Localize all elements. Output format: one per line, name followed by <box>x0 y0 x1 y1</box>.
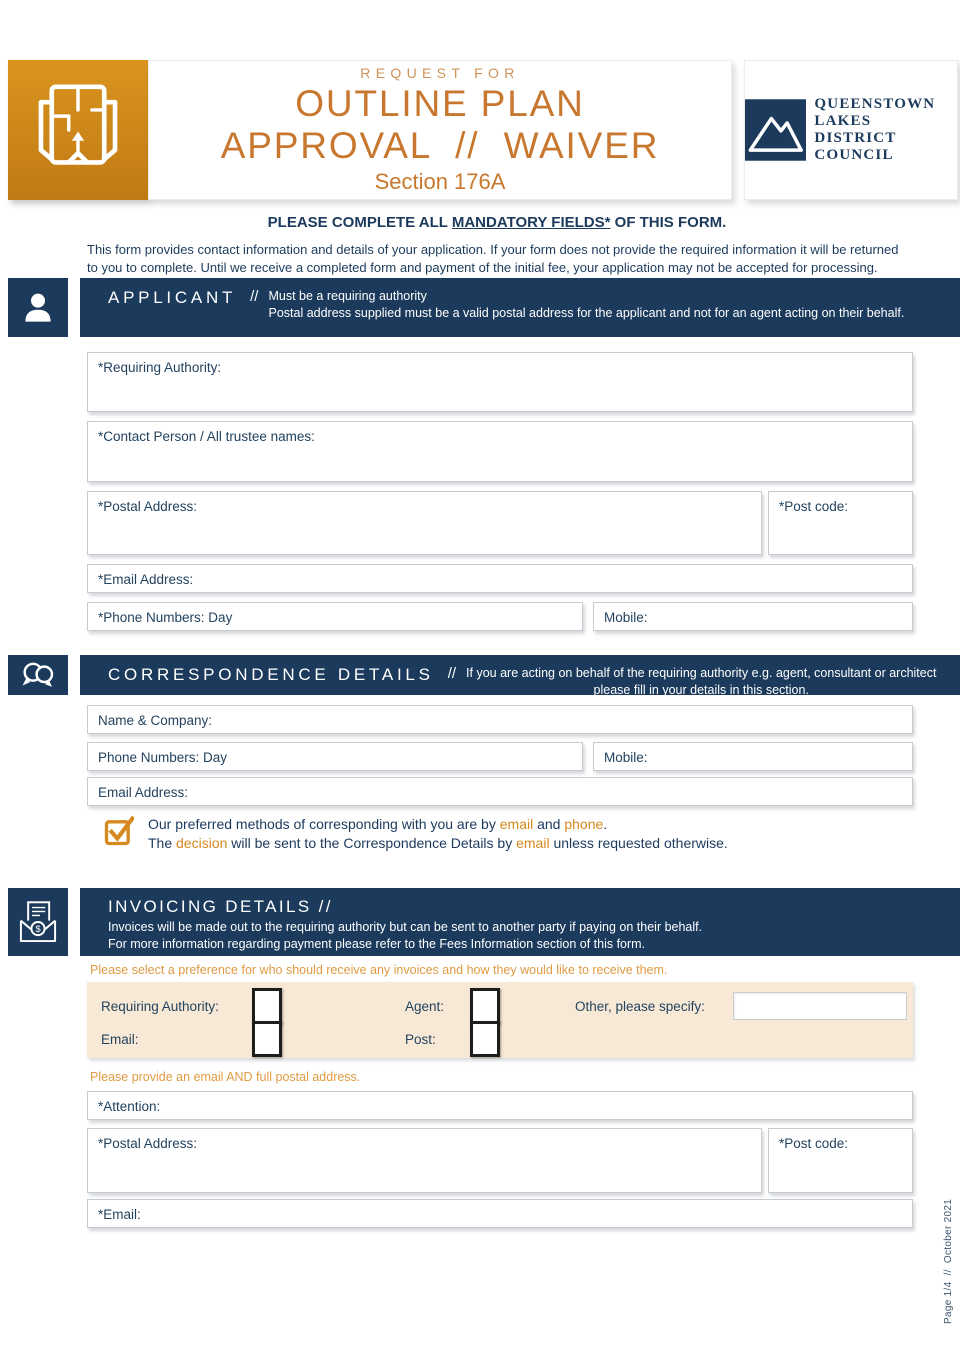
speech-bubbles-icon <box>8 655 68 695</box>
email-checkbox[interactable] <box>252 1021 282 1057</box>
preferred-note-line2 <box>148 834 728 853</box>
attention-field[interactable] <box>87 1091 913 1120</box>
postal-address-label: *Postal Address: <box>98 499 198 514</box>
post-option-label: Post: <box>405 1031 436 1047</box>
preferred-methods-text <box>148 815 728 853</box>
logo-line3: COUNCIL <box>814 147 894 163</box>
person-icon <box>8 278 68 337</box>
invoice-envelope-icon <box>8 888 68 956</box>
council-logo <box>744 60 958 200</box>
note2-text2: will be sent to the Correspondence Details by <box>227 835 517 851</box>
heading-suffix: OF THIS FORM. <box>610 214 727 231</box>
corr-mobile-label: Mobile: <box>604 750 648 765</box>
email-option-label: Email: <box>101 1031 139 1047</box>
mountain-logo-icon <box>745 99 806 161</box>
corr-phone-day-label: Phone Numbers: Day <box>98 750 228 765</box>
invoice-preference-note: Please select a preference for who should receive any invoices and how they would like to receive them. <box>90 963 668 977</box>
invoicing-email-field[interactable] <box>87 1199 913 1228</box>
intro-paragraph: This form provides contact information and details of your application. If your form does not provide the required information it will be returned to you to complete. Until we receive a completed form and payment of the initial fee, your application may not be accepted for processing. <box>87 242 899 275</box>
applicant-phone-day-field[interactable] <box>87 602 583 631</box>
email-address-label: *Email Address: <box>98 572 194 587</box>
correspondence-fields <box>87 705 913 806</box>
applicant-fields <box>87 352 913 631</box>
invoicing-postal-address-field[interactable] <box>87 1128 762 1193</box>
heading-prefix: PLEASE COMPLETE ALL <box>267 214 452 231</box>
correspondence-bar <box>80 655 960 695</box>
note2-text3: unless requested otherwise. <box>549 835 728 851</box>
correspondence-mobile-field[interactable] <box>593 742 913 771</box>
note1-phone-word: phone <box>564 816 604 832</box>
checkbox-check-icon <box>104 815 134 847</box>
form-title-line2: APPROVAL // WAIVER <box>220 125 660 166</box>
requiring-authority-field[interactable] <box>87 352 913 412</box>
preferred-methods-note <box>104 815 884 853</box>
svg-text:$: $ <box>35 923 41 934</box>
other-option-label: Other, please specify: <box>575 998 705 1014</box>
preference-row-1 <box>87 990 913 1022</box>
provide-email-note: Please provide an email AND full postal address. <box>90 1070 361 1084</box>
invoicing-note-line2: For more information regarding payment please refer to the Fees Information section of this form. <box>108 937 646 951</box>
correspondence-separator: // <box>447 665 457 682</box>
post-checkbox[interactable] <box>470 1021 500 1057</box>
note1-text: Our preferred methods of corresponding with you are by <box>148 816 500 832</box>
phone-day-label: *Phone Numbers: Day <box>98 610 233 625</box>
logo-line2: LAKES DISTRICT <box>814 113 897 146</box>
invoicing-bar <box>80 888 960 956</box>
correspondence-note-line2: please fill in your details in this section. <box>593 683 809 697</box>
contact-person-field[interactable] <box>87 421 913 482</box>
applicant-note-line2: Postal address supplied must be a valid postal address for the applicant and not for an agent acting on their behalf. <box>268 306 905 320</box>
logo-line1: QUEENSTOWN <box>814 96 936 112</box>
name-company-field[interactable] <box>87 705 913 734</box>
correspondence-section-header <box>8 655 960 695</box>
note2-decision-word: decision <box>176 835 228 851</box>
invoicing-email-label: *Email: <box>98 1207 141 1222</box>
contact-person-label: *Contact Person / All trustee names: <box>98 429 315 444</box>
attention-label: *Attention: <box>98 1099 161 1114</box>
correspondence-email-field[interactable] <box>87 777 913 806</box>
correspondence-note-line1: If you are acting on behalf of the requiring authority e.g. agent, consultant or architect <box>466 666 937 680</box>
invoicing-fields <box>87 1091 913 1228</box>
note2-text: The <box>148 835 177 851</box>
invoicing-note-line1: Invoices will be made out to the requiring authority but can be sent to another party if paying on their behalf. <box>108 920 703 934</box>
preferred-note-line1 <box>148 815 728 834</box>
correspondence-title: CORRESPONDENCE DETAILS <box>108 665 434 684</box>
applicant-email-field[interactable] <box>87 564 913 593</box>
form-eyebrow: REQUEST FOR <box>360 65 520 81</box>
preference-row-2 <box>87 1023 913 1055</box>
form-header <box>8 60 958 200</box>
mobile-label: Mobile: <box>604 610 648 625</box>
invoicing-note <box>108 919 950 953</box>
applicant-note-line1: Must be a requiring authority <box>268 289 427 303</box>
agent-option-label: Agent: <box>405 998 445 1014</box>
applicant-postal-address-field[interactable] <box>87 491 762 555</box>
mandatory-fields-heading <box>87 214 907 231</box>
invoicing-title: INVOICING DETAILS // <box>108 897 333 916</box>
invoice-preference-panel <box>87 982 913 1058</box>
note1-text2: and <box>533 816 565 832</box>
invoicing-postal-label: *Postal Address: <box>98 1136 198 1151</box>
corr-email-label: Email Address: <box>98 785 189 800</box>
invoicing-postcode-label: *Post code: <box>779 1136 849 1151</box>
applicant-note <box>268 288 904 322</box>
note2-email-word: email <box>516 835 550 851</box>
applicant-post-code-field[interactable] <box>768 491 913 555</box>
floor-plan-icon <box>8 60 148 200</box>
applicant-title: APPLICANT <box>108 288 237 307</box>
note1-email-word: email <box>499 816 534 832</box>
heading-underlined: MANDATORY FIELDS* <box>451 214 611 231</box>
page-number-label: Page 1/4 // October 2021 <box>943 1198 954 1324</box>
name-company-label: Name & Company: <box>98 713 213 728</box>
correspondence-phone-day-field[interactable] <box>87 742 583 771</box>
agent-checkbox[interactable] <box>470 988 500 1024</box>
applicant-mobile-field[interactable] <box>593 602 913 631</box>
post-code-label: *Post code: <box>779 499 849 514</box>
other-specify-input[interactable] <box>733 992 907 1020</box>
correspondence-note <box>466 665 936 699</box>
invoicing-section-header <box>8 888 960 956</box>
form-title-line1: OUTLINE PLAN <box>295 83 585 124</box>
council-logo-text <box>814 96 957 164</box>
form-title-card <box>148 60 732 200</box>
form-subtitle: Section 176A <box>374 169 506 194</box>
invoicing-post-code-field[interactable] <box>768 1128 913 1193</box>
requiring-authority-option-label: Requiring Authority: <box>101 998 219 1014</box>
applicant-section-header <box>8 278 960 337</box>
requiring-authority-checkbox[interactable] <box>252 988 282 1024</box>
intro-block <box>87 214 907 277</box>
note1-text3: . <box>603 816 608 832</box>
requiring-authority-label: *Requiring Authority: <box>98 360 222 375</box>
applicant-bar <box>80 278 960 337</box>
applicant-separator: // <box>250 288 259 305</box>
